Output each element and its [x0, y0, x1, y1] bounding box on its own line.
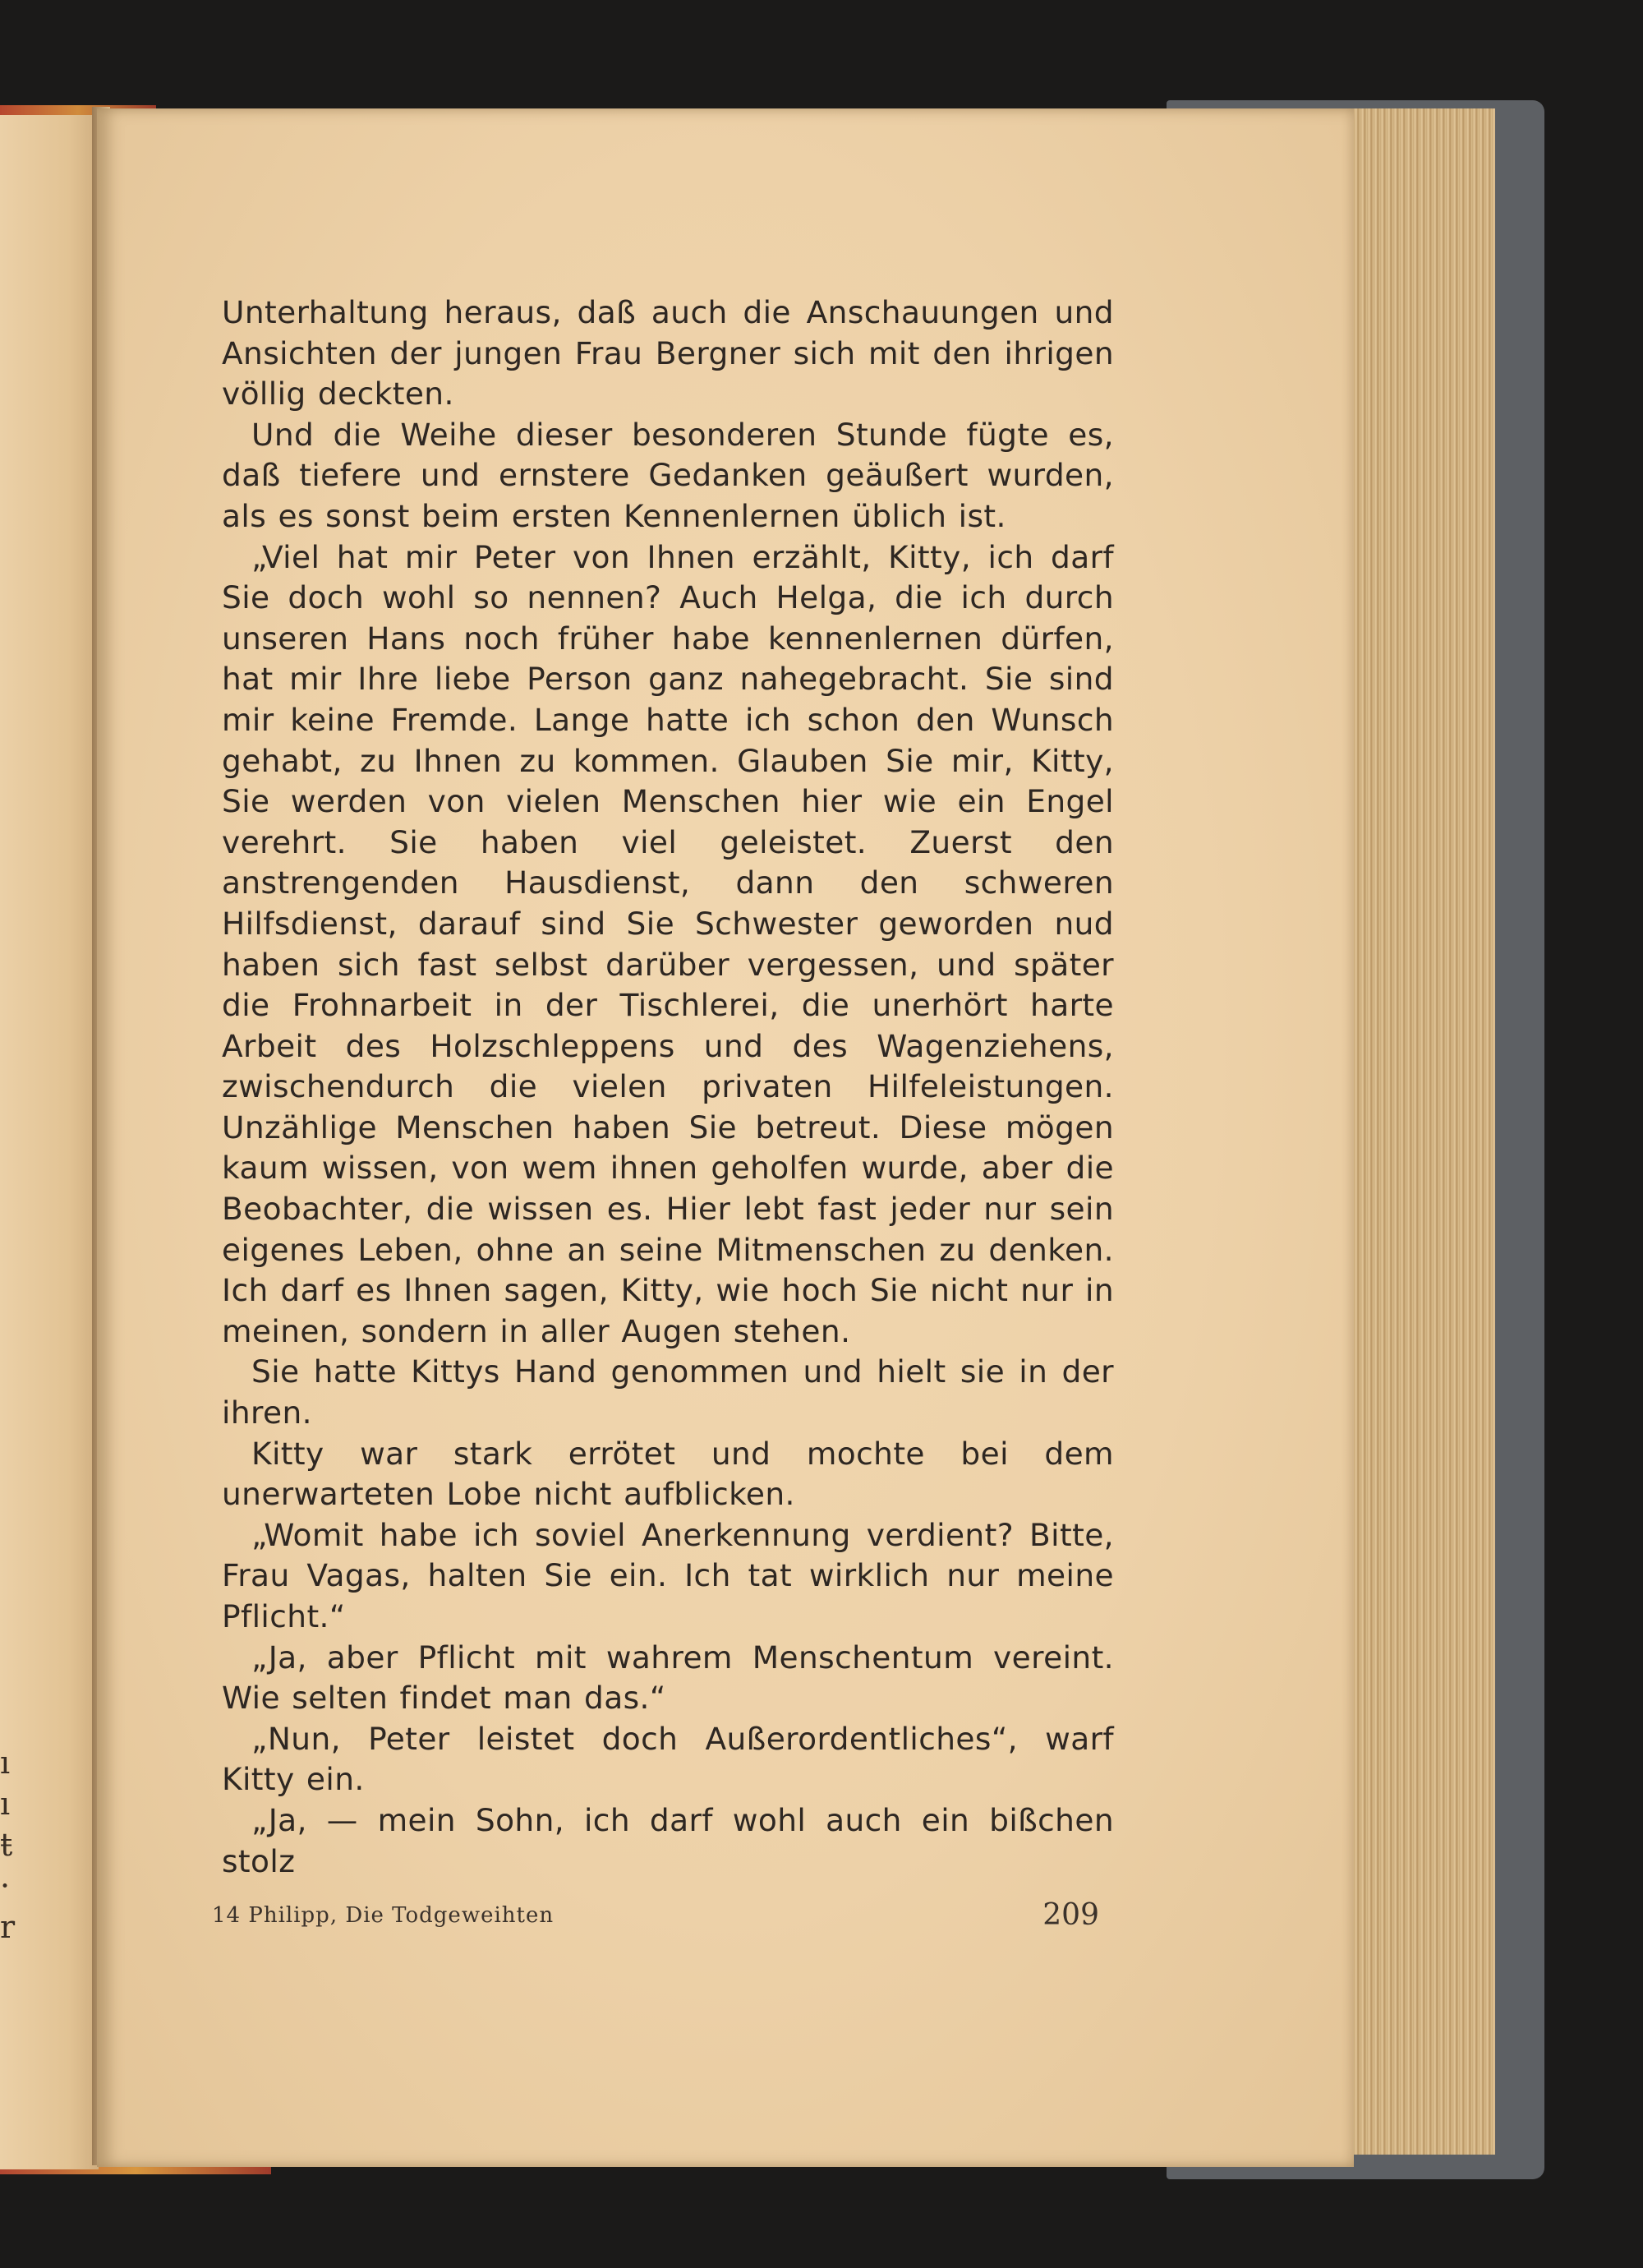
left-page-text-fragments — [0, 1742, 20, 1948]
paragraph: „Womit habe ich soviel Anerkennung verdient? Bitte, Frau Vagas, halten Sie ein. Ich tat wirklich nur meine Pflicht.“ — [222, 1516, 1114, 1634]
page-number: 209 — [1042, 1898, 1099, 1932]
left-page-fragment: ı — [0, 1745, 11, 1781]
paragraph: „Nun, Peter leistet doch Außerordentliches“, warf Kitty ein. — [222, 1720, 1114, 1798]
left-page — [0, 115, 99, 2169]
left-page-fragment: · — [0, 1868, 11, 1904]
paragraph: „Viel hat mir Peter von Ihnen erzählt, Kitty, ich darf Sie doch wohl so nennen? Auch Helga, die ich durch unseren Hans noch früher habe kennenlernen dürfen, hat mir Ihre liebe Person ganz nahegebracht. Sie sind mir keine Fremde. Lange hatte ich schon den Wunsch gehabt, zu Ihnen zu kommen. Glauben Sie mir, Kitty, Sie werden von vielen Menschen hier wie ein Engel verehrt. Sie haben viel geleistet. Zuerst den anstrengenden Hausdienst, dann den schweren Hilfsdienst, darauf sind Sie Schwester geworden nud haben sich fast selbst darüber vergessen, und später die Frohnarbeit in der Tischlerei, die unerhört harte Arbeit des Holzschleppens und des Wagenziehens, zwischendurch die vielen privaten Hilfeleistungen. Unzählige Menschen haben Sie betreut. Diese mögen kaum wissen, von wem ihnen geholfen wurde, aber die Beobachter, die wissen es. Hier lebt fast jeder nur sein eigenes Leben, ohne an seine Mitmenschen zu denken. Ich darf es Ihnen sagen, Kitty, wie hoch Sie nicht nur in meinen, sondern in aller Augen stehen. — [222, 538, 1114, 1349]
signature-mark: 14 Philipp, Die Todgeweihten — [212, 1903, 555, 1928]
paragraph: Unterhaltung heraus, daß auch die Anschauungen und Ansichten der jungen Frau Bergner sich mit den ihrigen völlig deckten. — [222, 294, 1114, 413]
left-page-fragment: ŧ — [0, 1827, 13, 1863]
paragraph: „Ja, — mein Sohn, ich darf wohl auch ein bißchen stolz — [222, 1801, 1114, 1879]
paragraph: „Ja, aber Pflicht mit wahrem Menschentum vereint. Wie selten findet man das.“ — [222, 1639, 1114, 1717]
page-footer — [212, 1898, 1099, 1934]
paragraph: Sie hatte Kittys Hand genommen und hielt sie in der ihren. — [222, 1353, 1114, 1431]
left-page-fragment: r — [0, 1909, 16, 1945]
left-page-fragment: ı — [0, 1786, 11, 1822]
page-text — [222, 293, 1114, 1882]
paragraph: Und die Weihe dieser besonderen Stunde fügte es, daß tiefere und ernstere Gedanken geäußert wurden, als es sonst beim ersten Kennenlernen üblich ist. — [222, 416, 1114, 534]
paragraph: Kitty war stark errötet und mochte bei dem unerwarteten Lobe nicht aufblicken. — [222, 1435, 1114, 1513]
